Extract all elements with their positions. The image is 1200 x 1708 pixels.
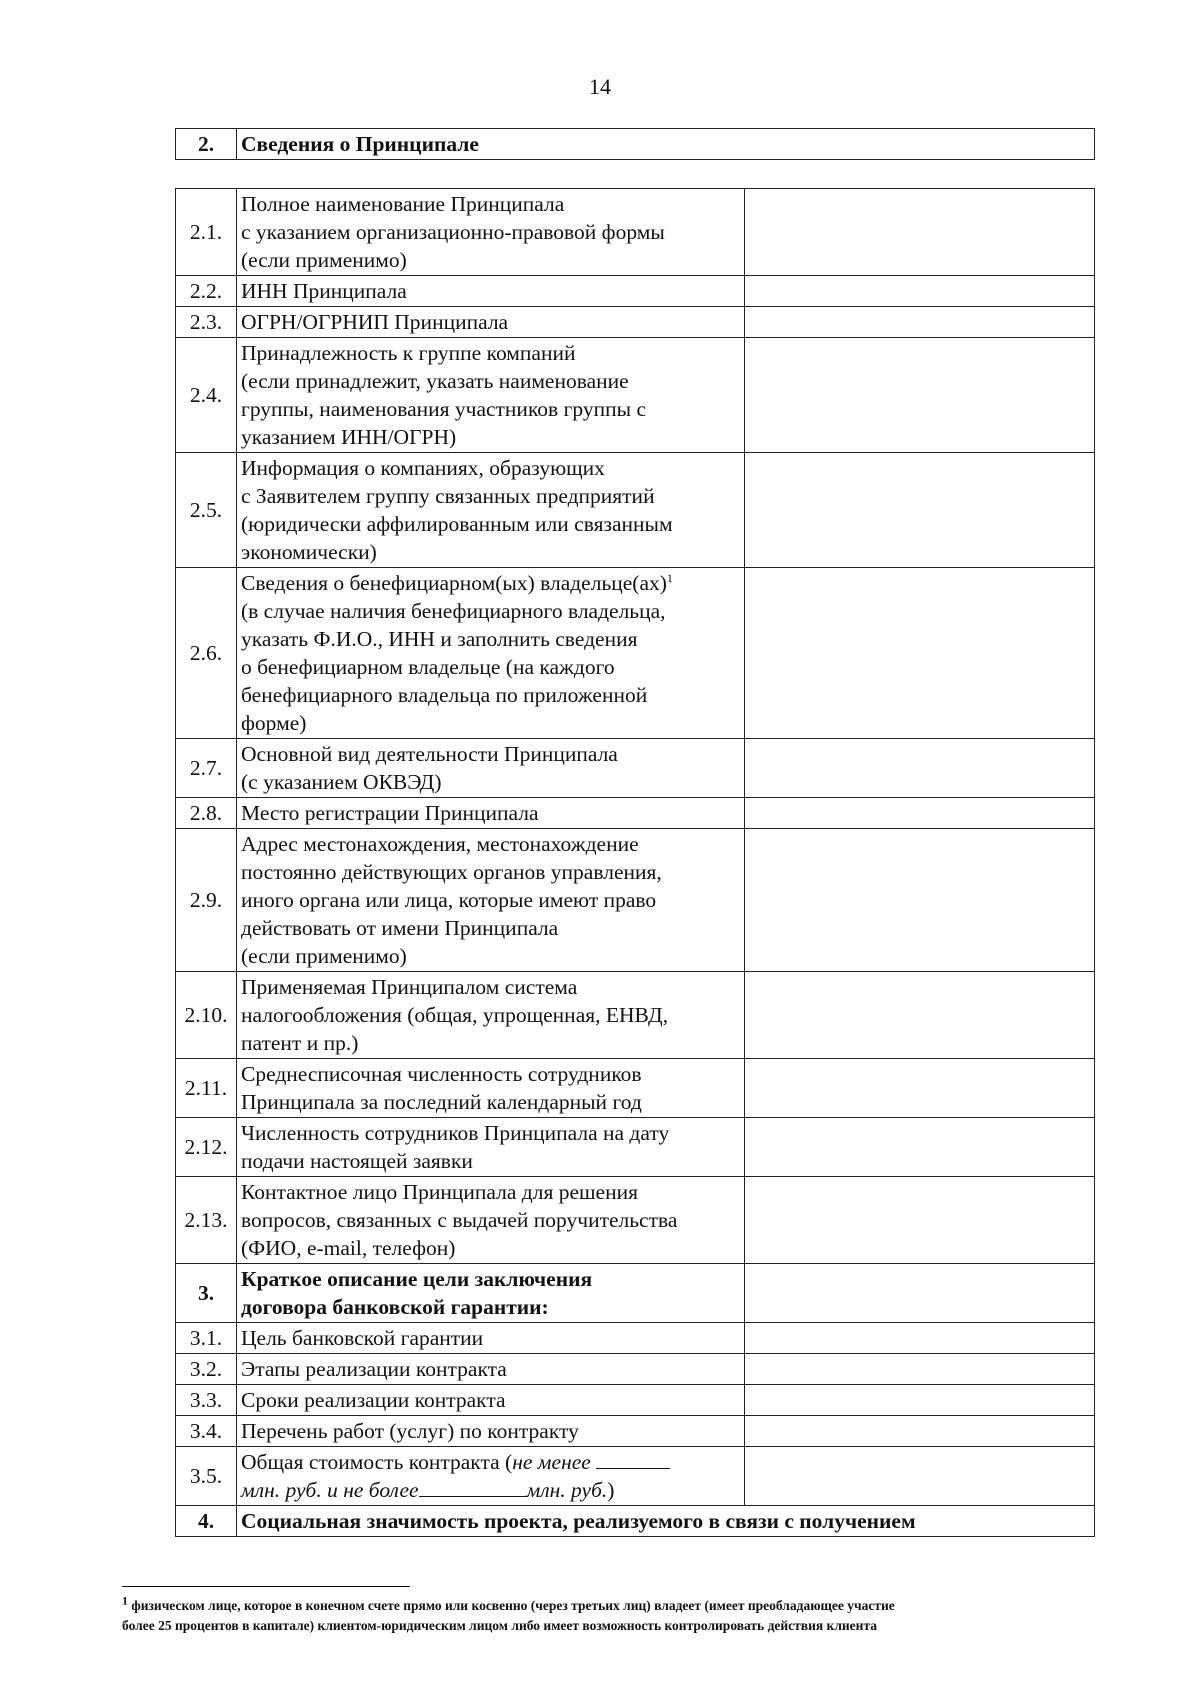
row-label [237,453,745,568]
row-value-field[interactable] [745,829,1095,972]
table-row [176,739,1095,798]
row-label [237,338,745,453]
section-title: Сведения о Принципале [237,129,1095,160]
min-value-blank[interactable] [596,1448,670,1469]
row-label [237,1354,745,1385]
row-number: 2.4. [176,338,237,453]
row-label [237,1385,745,1416]
row-label-line: налогообложения (общая, упрощенная, ЕНВД, [241,1003,669,1027]
section-2-header-table [175,128,1095,160]
principal-info-rows [176,189,1095,1537]
table-row [176,798,1095,829]
row-value-field[interactable] [745,972,1095,1059]
table-row [176,1416,1095,1447]
footnote-ref: 1 [666,570,673,585]
row-label-line: (если применимо) [241,248,407,272]
row-number: 3.5. [176,1447,237,1506]
row-label-line: Численность сотрудников Принципала на дату [241,1121,670,1145]
row-number: 2.9. [176,829,237,972]
row-value-field[interactable] [745,1447,1095,1506]
row-value-field[interactable] [745,1385,1095,1416]
row-number: 2.12. [176,1118,237,1177]
row-label-italic: млн. руб. и не более [241,1478,419,1502]
row-label [237,1416,745,1447]
row-number: 3.2. [176,1354,237,1385]
table-row [176,1385,1095,1416]
row-value-field[interactable] [745,739,1095,798]
row-label-line: указать Ф.И.О., ИНН и заполнить сведения [241,627,638,651]
row-label-line: Информация о компаниях, образующих [241,456,605,480]
row-label-line: бенефициарного владельца по приложенной [241,683,648,707]
footnote [122,1593,1122,1636]
page-number: 14 [589,74,611,99]
row-label [237,1264,745,1323]
row-label [237,739,745,798]
row-value-field[interactable] [745,1416,1095,1447]
row-label-line: Место регистрации Принципала [241,801,539,825]
row-label-line: ОГРН/ОГРНИП Принципала [241,310,509,334]
row-label-line: патент и пр.) [241,1031,359,1055]
row-label-line: Принадлежность к группе компаний [241,341,576,365]
row-label [237,972,745,1059]
row-value-field[interactable] [745,338,1095,453]
row-number: 3.4. [176,1416,237,1447]
table-row [176,1323,1095,1354]
section-4-header [176,1506,1095,1537]
row-label-line: Основной вид деятельности Принципала [241,742,618,766]
row-label-line: экономически) [241,540,377,564]
row-label-text: Общая стоимость контракта ( [241,1450,513,1474]
row-label-line: (если принадлежит, указать наименование [241,369,629,393]
row-label-line: Краткое описание цели заключения [241,1267,593,1291]
table-row [176,189,1095,276]
row-number: 3.3. [176,1385,237,1416]
row-label-line: договора банковской гарантии: [241,1295,549,1319]
row-label-line: Перечень работ (услуг) по контракту [241,1419,579,1443]
row-label-line: (в случае наличия бенефициарного владельца, [241,599,666,623]
table-row [176,1059,1095,1118]
row-label-line: группы, наименования участников группы с [241,397,646,421]
row-label [237,829,745,972]
footnote-divider [122,1586,410,1587]
row-label-line: (юридически аффилированным или связанным [241,512,673,536]
table-row [176,568,1095,739]
row-number: 3.1. [176,1323,237,1354]
row-label [237,568,745,739]
row-number: 2.3. [176,307,237,338]
row-number: 2.11. [176,1059,237,1118]
row-label-line: о бенефициарном владельце (на каждого [241,655,615,679]
row-label-line: Адрес местонахождения, местонахождение [241,832,639,856]
max-value-blank[interactable] [419,1476,527,1497]
row-label-italic: не менее [512,1450,591,1474]
row-number: 2.7. [176,739,237,798]
row-label-italic: млн. руб. [526,1478,608,1502]
row-label-line: ИНН Принципала [241,279,407,303]
row-label [237,276,745,307]
row-value-field[interactable] [745,189,1095,276]
table-row [176,453,1095,568]
table-row [176,1177,1095,1264]
row-number: 2.2. [176,276,237,307]
row-label [237,1447,745,1506]
footnote-line-1: физическом лице, которое в конечном счете прямо или косвенно (через третьих лиц) владеет (имеет преобладающее участие [131,1598,895,1613]
row-value-field[interactable] [745,568,1095,739]
row-number: 4. [176,1506,237,1537]
row-label [237,1059,745,1118]
row-label-line: постоянно действующих органов управления, [241,860,662,884]
row-label-line: Полное наименование Принципала [241,192,565,216]
row-label-line: с указанием организационно-правовой формы [241,220,665,244]
row-label [237,798,745,829]
row-value-field[interactable] [745,276,1095,307]
row-value-field[interactable] [745,1354,1095,1385]
row-label-line: иного органа или лица, которые имеют право [241,888,657,912]
section-number: 2. [176,129,237,160]
row-number: 2.1. [176,189,237,276]
row-label-line: форме) [241,711,307,735]
row-value-field[interactable] [745,1059,1095,1118]
row-label-line: Сведения о бенефициарном(ых) владельце(ах) [241,571,667,595]
footnote-mark: 1 [122,1593,128,1608]
table-row [176,972,1095,1059]
row-label-line: Сроки реализации контракта [241,1388,506,1412]
row-value-field[interactable] [745,1264,1095,1323]
row-label [237,1323,745,1354]
footnote-line-2: более 25 процентов в капитале) клиентом-юридическим лицом либо имеет возможность контролировать действия клиента [122,1618,877,1633]
row-value-field[interactable] [745,798,1095,829]
table-row [176,1354,1095,1385]
row-number: 2.5. [176,453,237,568]
table-row [176,829,1095,972]
row-number: 2.6. [176,568,237,739]
row-label-line: с Заявителем группу связанных предприятий [241,484,655,508]
table-row [176,307,1095,338]
row-value-field[interactable] [745,453,1095,568]
row-label-line: подачи настоящей заявки [241,1149,473,1173]
row-label-line: (если применимо) [241,944,407,968]
row-label-line: Контактное лицо Принципала для решения [241,1180,638,1204]
row-number: 2.13. [176,1177,237,1264]
section-4-title: Социальная значимость проекта, реализуемого в связи с получением [237,1506,1095,1537]
principal-info-table [175,188,1095,1537]
row-label-line: вопросов, связанных с выдачей поручительства [241,1208,678,1232]
row-label [237,189,745,276]
section-3-header [176,1264,1095,1323]
row-value-field[interactable] [745,307,1095,338]
row-label-line: (ФИО, e-mail, телефон) [241,1236,456,1260]
row-value-field[interactable] [745,1323,1095,1354]
row-label [237,307,745,338]
table-row [176,1118,1095,1177]
table-row [176,338,1095,453]
row-value-field[interactable] [745,1118,1095,1177]
row-label-line: Этапы реализации контракта [241,1357,507,1381]
row-label-line: действовать от имени Принципала [241,916,559,940]
row-label-line: Среднесписочная численность сотрудников [241,1062,642,1086]
row-label-line: Принципала за последний календарный год [241,1090,642,1114]
row-label-line: указанием ИНН/ОГРН) [241,425,457,449]
row-number: 3. [176,1264,237,1323]
row-number: 2.10. [176,972,237,1059]
row-label [237,1118,745,1177]
row-label-text: ) [607,1478,615,1502]
table-row [176,276,1095,307]
row-label-line: Применяемая Принципалом система [241,975,578,999]
row-value-field[interactable] [745,1177,1095,1264]
table-row [176,1447,1095,1506]
row-label-line: (с указанием ОКВЭД) [241,770,442,794]
row-label [237,1177,745,1264]
row-number: 2.8. [176,798,237,829]
row-label-line: Цель банковской гарантии [241,1326,484,1350]
